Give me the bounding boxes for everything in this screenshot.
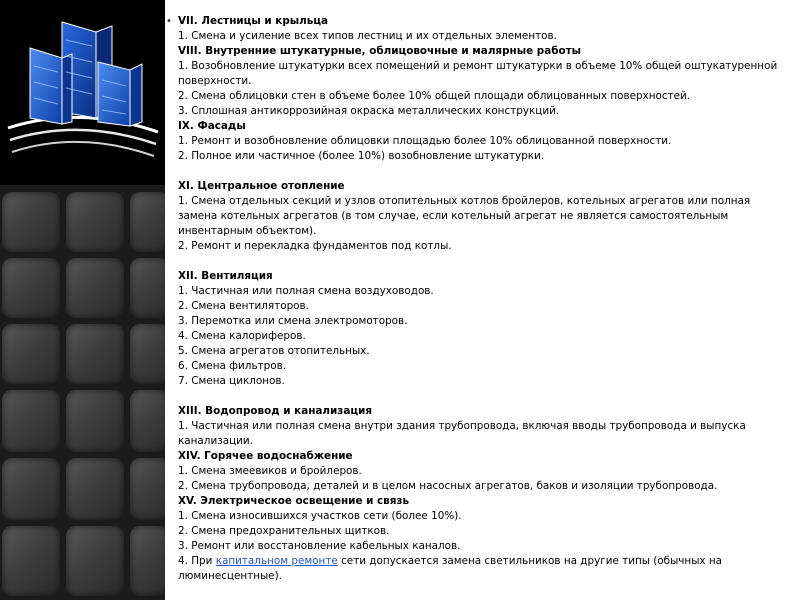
section-item: 1. Возобновление штукатурки всех помещений и ремонт штукатурки в объеме 10% общей оштукатуренной поверхности. — [178, 60, 778, 87]
section-item: 5. Смена агрегатов отопительных. — [178, 345, 370, 357]
buildings-logo-icon — [0, 0, 165, 185]
section-heading: VIII. Внутренние штукатурные, облицовочные и малярные работы — [178, 45, 582, 57]
section-item: 1. Частичная или полная смена внутри здания трубопровода, включая вводы трубопровода и выпуска канализации. — [178, 420, 746, 447]
section-heading: XI. Центральное отопление — [178, 180, 345, 192]
bullet-marker: • — [166, 16, 172, 27]
sidebar-tile — [130, 258, 165, 318]
logo-area — [0, 0, 165, 185]
item-suffix: сети допускается замена светильников на другие типы (обычных на люминесцентные). — [178, 555, 723, 582]
sidebar-tile — [130, 192, 165, 252]
section-item: 3. Ремонт или восстановление кабельных каналов. — [178, 540, 461, 552]
blank-line — [178, 164, 790, 179]
section-heading: XIII. Водопровод и канализация — [178, 405, 372, 417]
section-item: 1. Смена змеевиков и бройлеров. — [178, 465, 362, 477]
item-prefix: 4. При — [178, 555, 216, 567]
section-item: 4. Смена калориферов. — [178, 330, 306, 342]
sidebar-tile — [66, 324, 124, 384]
blank-line — [178, 389, 790, 404]
sidebar-tile — [130, 324, 165, 384]
section-item: 1. Смена отдельных секций и узлов отопительных котлов бройлеров, котельных агрегатов или полная замена котельных агрегатов (в том случае, если котельный агрегат не является самостоятельным инвентарным объектом). — [178, 195, 751, 237]
section-item: 2. Полное или частичное (более 10%) возобновление штукатурки. — [178, 150, 545, 162]
sidebar-tile — [2, 390, 60, 452]
sidebar-tile — [2, 258, 60, 318]
sidebar-tile — [2, 458, 60, 520]
sidebar-tile — [130, 458, 165, 520]
section-item: 6. Смена фильтров. — [178, 360, 287, 372]
sidebar-tile — [130, 526, 165, 596]
capital-repair-link[interactable]: капитальном ремонте — [215, 555, 338, 567]
section-heading: XV. Электрическое освещение и связь — [178, 495, 410, 507]
section-item: 2. Смена предохранительных щитков. — [178, 525, 390, 537]
sidebar-tile — [2, 324, 60, 384]
section-heading: VII. Лестницы и крыльца — [178, 15, 329, 27]
section-item: 2. Смена трубопровода, деталей и в целом насосных агрегатов, баков и изоляции трубопровода. — [178, 480, 718, 492]
section-item: 2. Смена облицовки стен в объеме более 10% общей площади облицованных поверхностей. — [178, 90, 691, 102]
sidebar-tile — [2, 526, 60, 596]
section-heading: IX. Фасады — [178, 120, 246, 132]
sidebar-tile — [2, 192, 60, 252]
section-item: 1. Частичная или полная смена воздуховодов. — [178, 285, 434, 297]
sidebar-tile — [66, 390, 124, 452]
section-item: 3. Перемотка или смена электромоторов. — [178, 315, 408, 327]
section-heading: XII. Вентиляция — [178, 270, 273, 282]
section-item: 1. Смена износившихся участков сети (более 10%). — [178, 510, 462, 522]
section-item: 2. Ремонт и перекладка фундаментов под котлы. — [178, 240, 452, 252]
sidebar-tile — [66, 192, 124, 252]
sidebar-tile — [66, 258, 124, 318]
blank-line — [178, 254, 790, 269]
decorative-sidebar — [0, 0, 165, 600]
section-item: 2. Смена вентиляторов. — [178, 300, 309, 312]
sidebar-tile — [66, 458, 124, 520]
section-heading: XIV. Горячее водоснабжение — [178, 450, 353, 462]
section-item: 1. Смена и усиление всех типов лестниц и их отдельных элементов. — [178, 30, 557, 42]
sidebar-tile — [66, 526, 124, 596]
section-item: 7. Смена циклонов. — [178, 375, 285, 387]
section-item: 1. Ремонт и возобновление облицовки площадью более 10% облицованной поверхности. — [178, 135, 672, 147]
section-item-with-link — [178, 554, 790, 584]
document-text — [178, 14, 790, 584]
section-item: 3. Сплошная антикоррозийная окраска металлических конструкций. — [178, 105, 560, 117]
sidebar-tile — [130, 390, 165, 452]
